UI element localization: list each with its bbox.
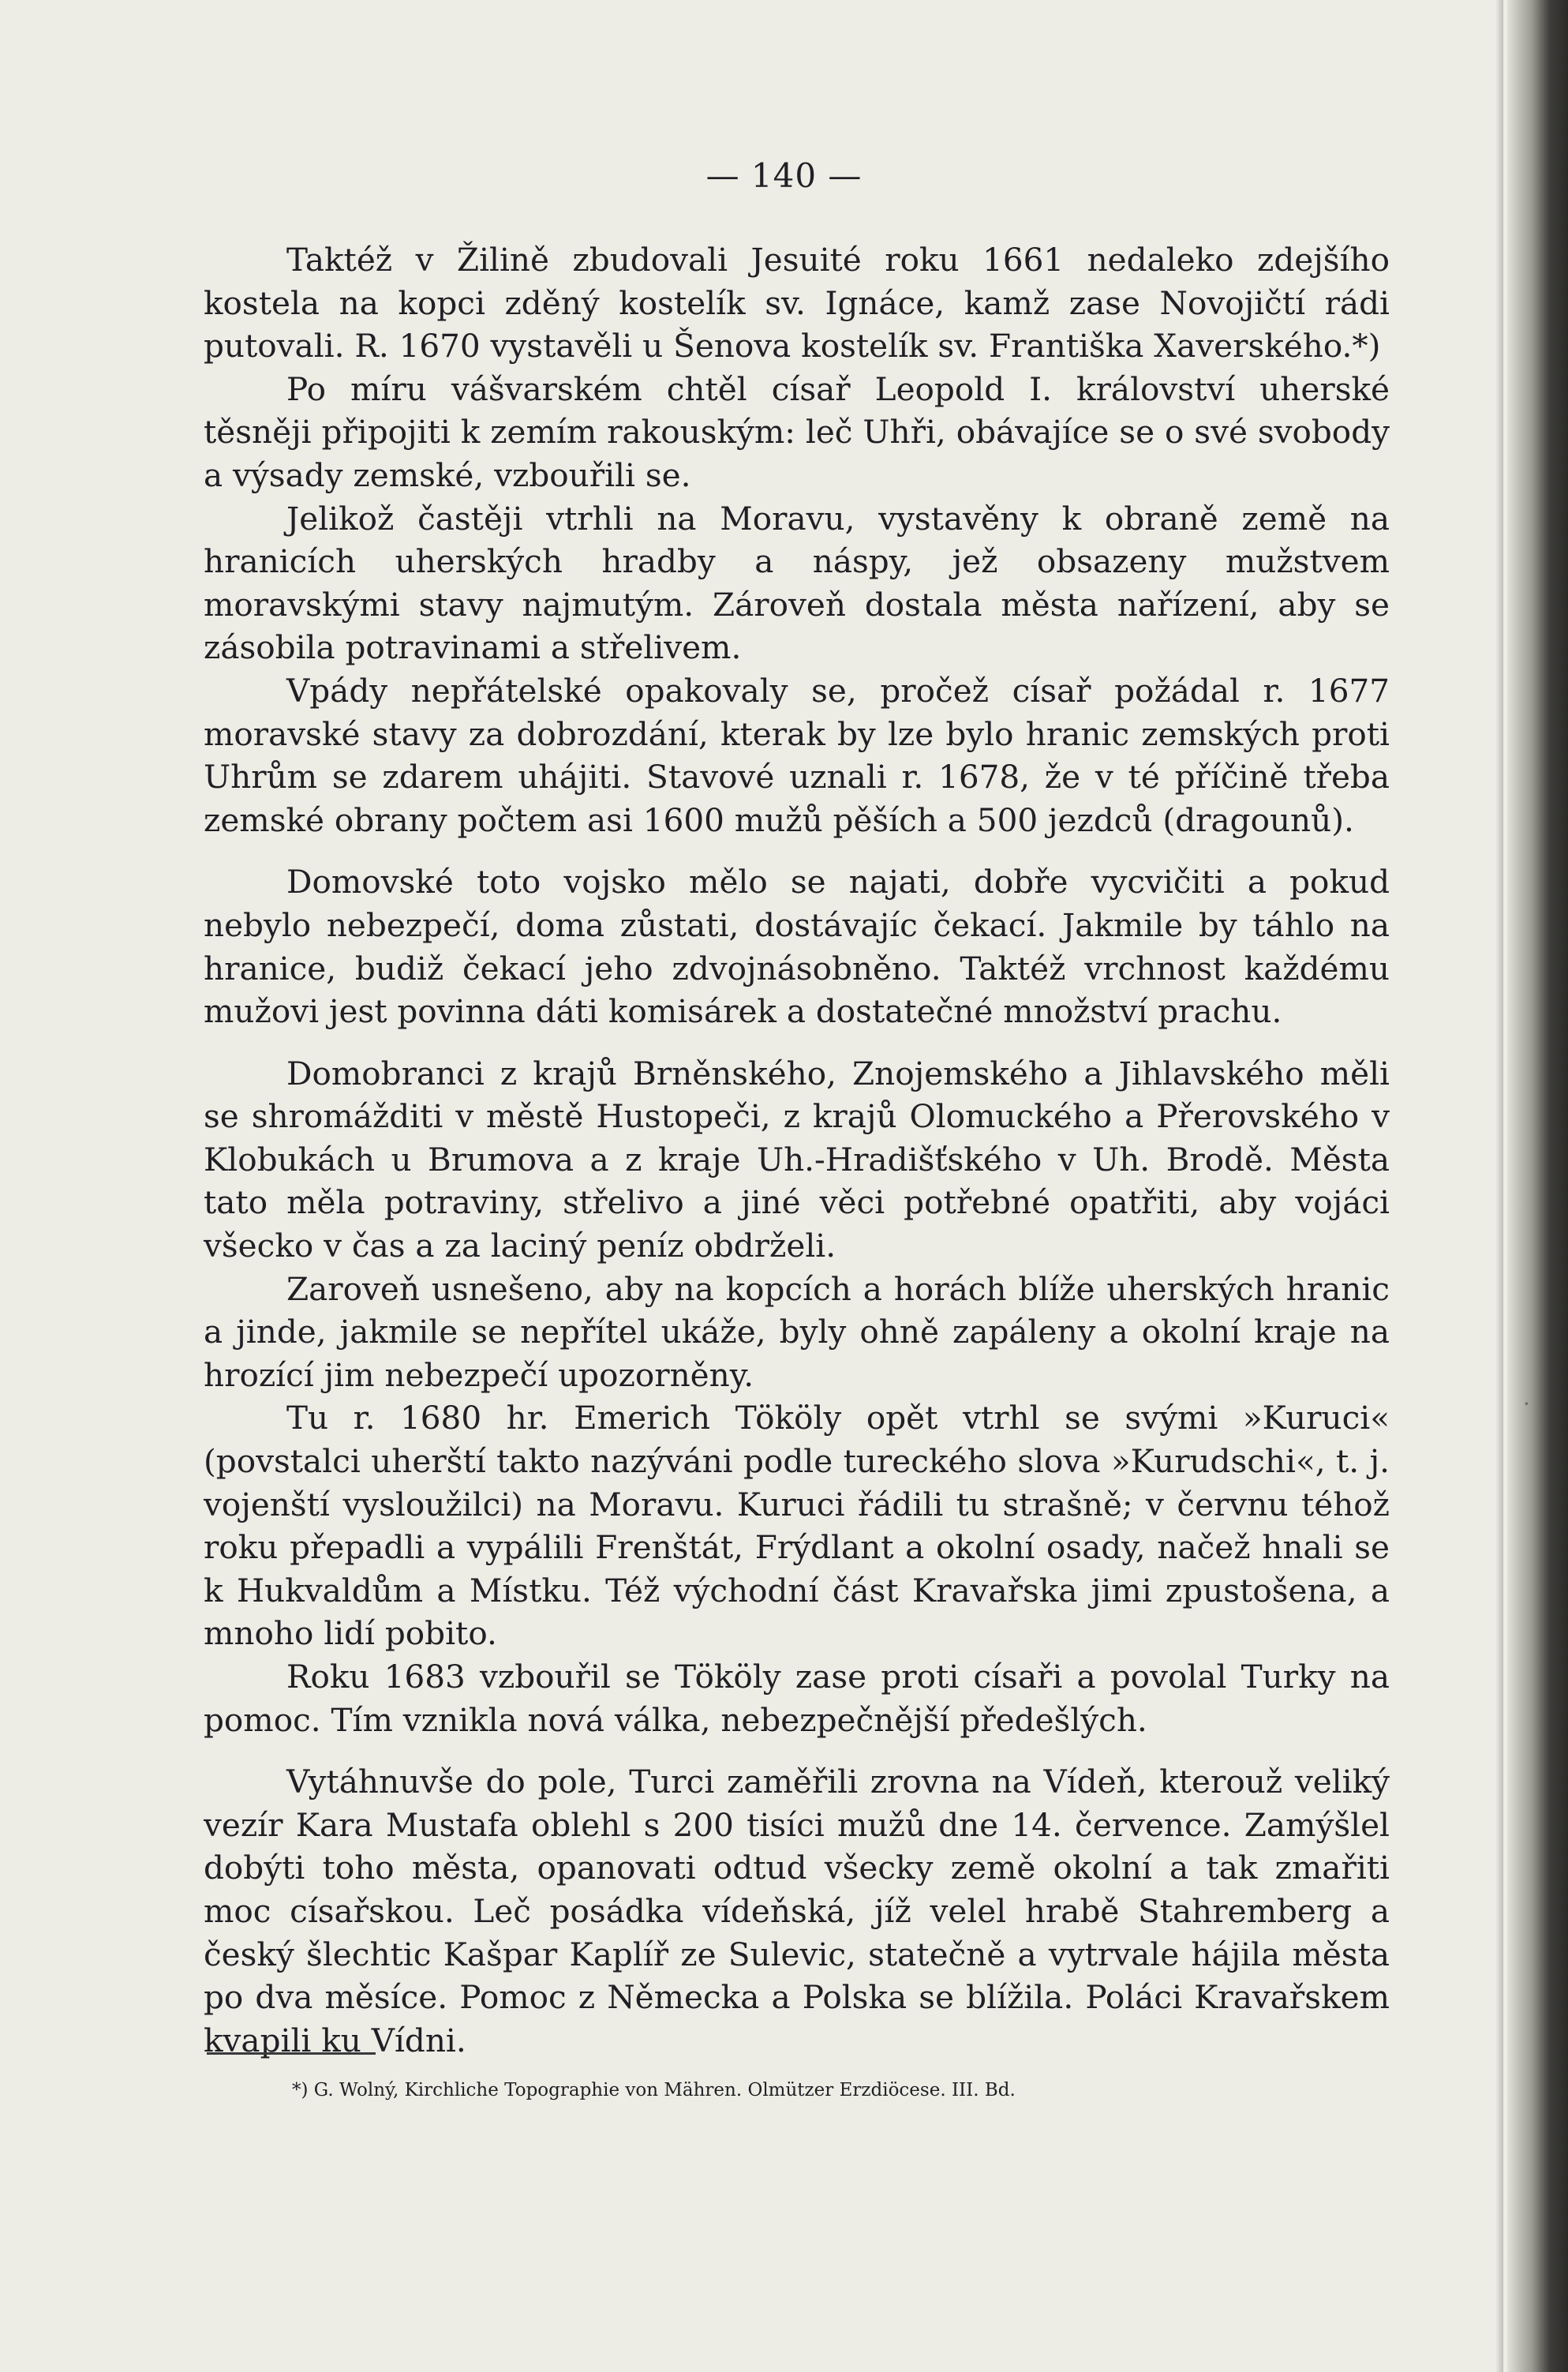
paragraph-siege-vienna: Vytáhnuvše do pole, Turci zaměřili zrovna na Vídeň, kterouž veliký vezír Kara Mustafa oblehl s 200 tisíci mužů dne 14. července. Zamýšlel dobýti toho města, opanovati odtud všecky země okolní a tak zmařiti moc císařskou. Leč posádka vídeňská, jíž velel hrabě Stahremberg a český šlechtic Kašpar Kaplíř ze Sulevic, statečně a vytrvale hájila města po dva měsíce. Pomoc z Německa a Polska se blížila. Poláci Kravařskem kvapili ku Vídni. — [204, 1763, 1390, 2059]
paragraph-estates-defense: Vpády nepřátelské opakovaly se, pročež císař požádal r. 1677 moravské stavy za dobrozdání, kterak by lze bylo hranic zemských proti Uhrům se zdarem uhájiti. Stavové uznali r. 1678, že v té příčině třeba zemské obrany počtem asi 1600 mužů pěších a 500 jezdců (dragounů). — [204, 671, 1390, 839]
paragraph-home-army: Domovské toto vojsko mělo se najati, dobře vycvičiti a pokud nebylo nebezpečí, doma zůstati, dostávajíc čekací. Jakmile by táhlo na hranice, budiž čekací jeho zdvojnásobněno. Taktéž vrchnost každému mužovi jest povinna dáti komisárek a dostatečné množství prachu. — [204, 863, 1390, 1031]
paragraph-zilina-jesuits: Taktéž v Žilině zbudovali Jesuité roku 1661 nedaleko zdejšího kostela na kopci zděný kostelík sv. Ignáce, kamž zase Novojičtí rádi putovali. R. 1670 vystavěli u Šenova kostelík sv. Františka Xaverského.*) — [204, 241, 1390, 365]
paragraph-tokoly-kuruci: Tu r. 1680 hr. Emerich Tököly opět vtrhl se svými »Kuruci« (povstalci uherští takto nazýváni podle tureckého slova »Kurudschi«, t. j. vojenští vysloužilci) na Moravu. Kuruci řádili tu strašně; v červnu téhož roku přepadli a vypálili Frenštát, Frýdlant a okolní osady, načež hnali se k Hukvaldům a Místku. Též východní část Kravařska jimi zpustošena, a mnoho lidí pobito. — [204, 1399, 1390, 1653]
paragraph-militia-assembly: Domobranci z krajů Brněnského, Znojemského a Jihlavského měli se shromážditi v městě Hustopeči, z krajů Olomuckého a Přerovského v Klobukách u Brumova a z kraje Uh.-Hradišťského v Uh. Brodě. Města tato měla potraviny, střelivo a jiné věci potřebné opatřiti, aby vojáci všecko v čas a za laciný peníz obdrželi. — [204, 1054, 1390, 1265]
footnote: *) G. Wolný, Kirchliche Topographie von Mähren. Olmützer Erzdiöcese. III. Bd. — [292, 2080, 1016, 2100]
paragraph-turkish-war: Roku 1683 vzbouřil se Tököly zase proti císaři a povolal Turky na pomoc. Tím vznikla nová válka, nebezpečnější předešlých. — [204, 1658, 1390, 1739]
margin-mark: · — [1523, 1391, 1530, 1417]
paragraph-signal-fires: Zaroveň usnešeno, aby na kopcích a horách blíže uherských hranic a jinde, jakmile se nepřítel ukáže, byly ohně zapáleny a okolní kraje na hrozící jim nebezpečí upozorněny. — [204, 1269, 1390, 1394]
page-gutter-edge — [1495, 0, 1503, 2372]
footnote-divider — [207, 2052, 376, 2055]
paragraph-peace-vasvar: Po míru vášvarském chtěl císař Leopold I. království uherské těsněji připojiti k zemím rakouským: leč Uhři, obávajíce se o své svobody a výsady zemské, vzbouřili se. — [204, 369, 1390, 494]
page-number: — 140 — — [705, 156, 863, 195]
book-spine-shadow — [1507, 0, 1568, 2372]
paragraph-border-defenses: Jelikož častěji vtrhli na Moravu, vystavěny k obraně země na hranicích uherských hradby a náspy, jež obsazeny mužstvem moravskými stavy najmutým. Zároveň dostala města nařízení, aby se zásobila potravinami a střelivem. — [204, 499, 1390, 667]
body-text — [204, 238, 1390, 2062]
